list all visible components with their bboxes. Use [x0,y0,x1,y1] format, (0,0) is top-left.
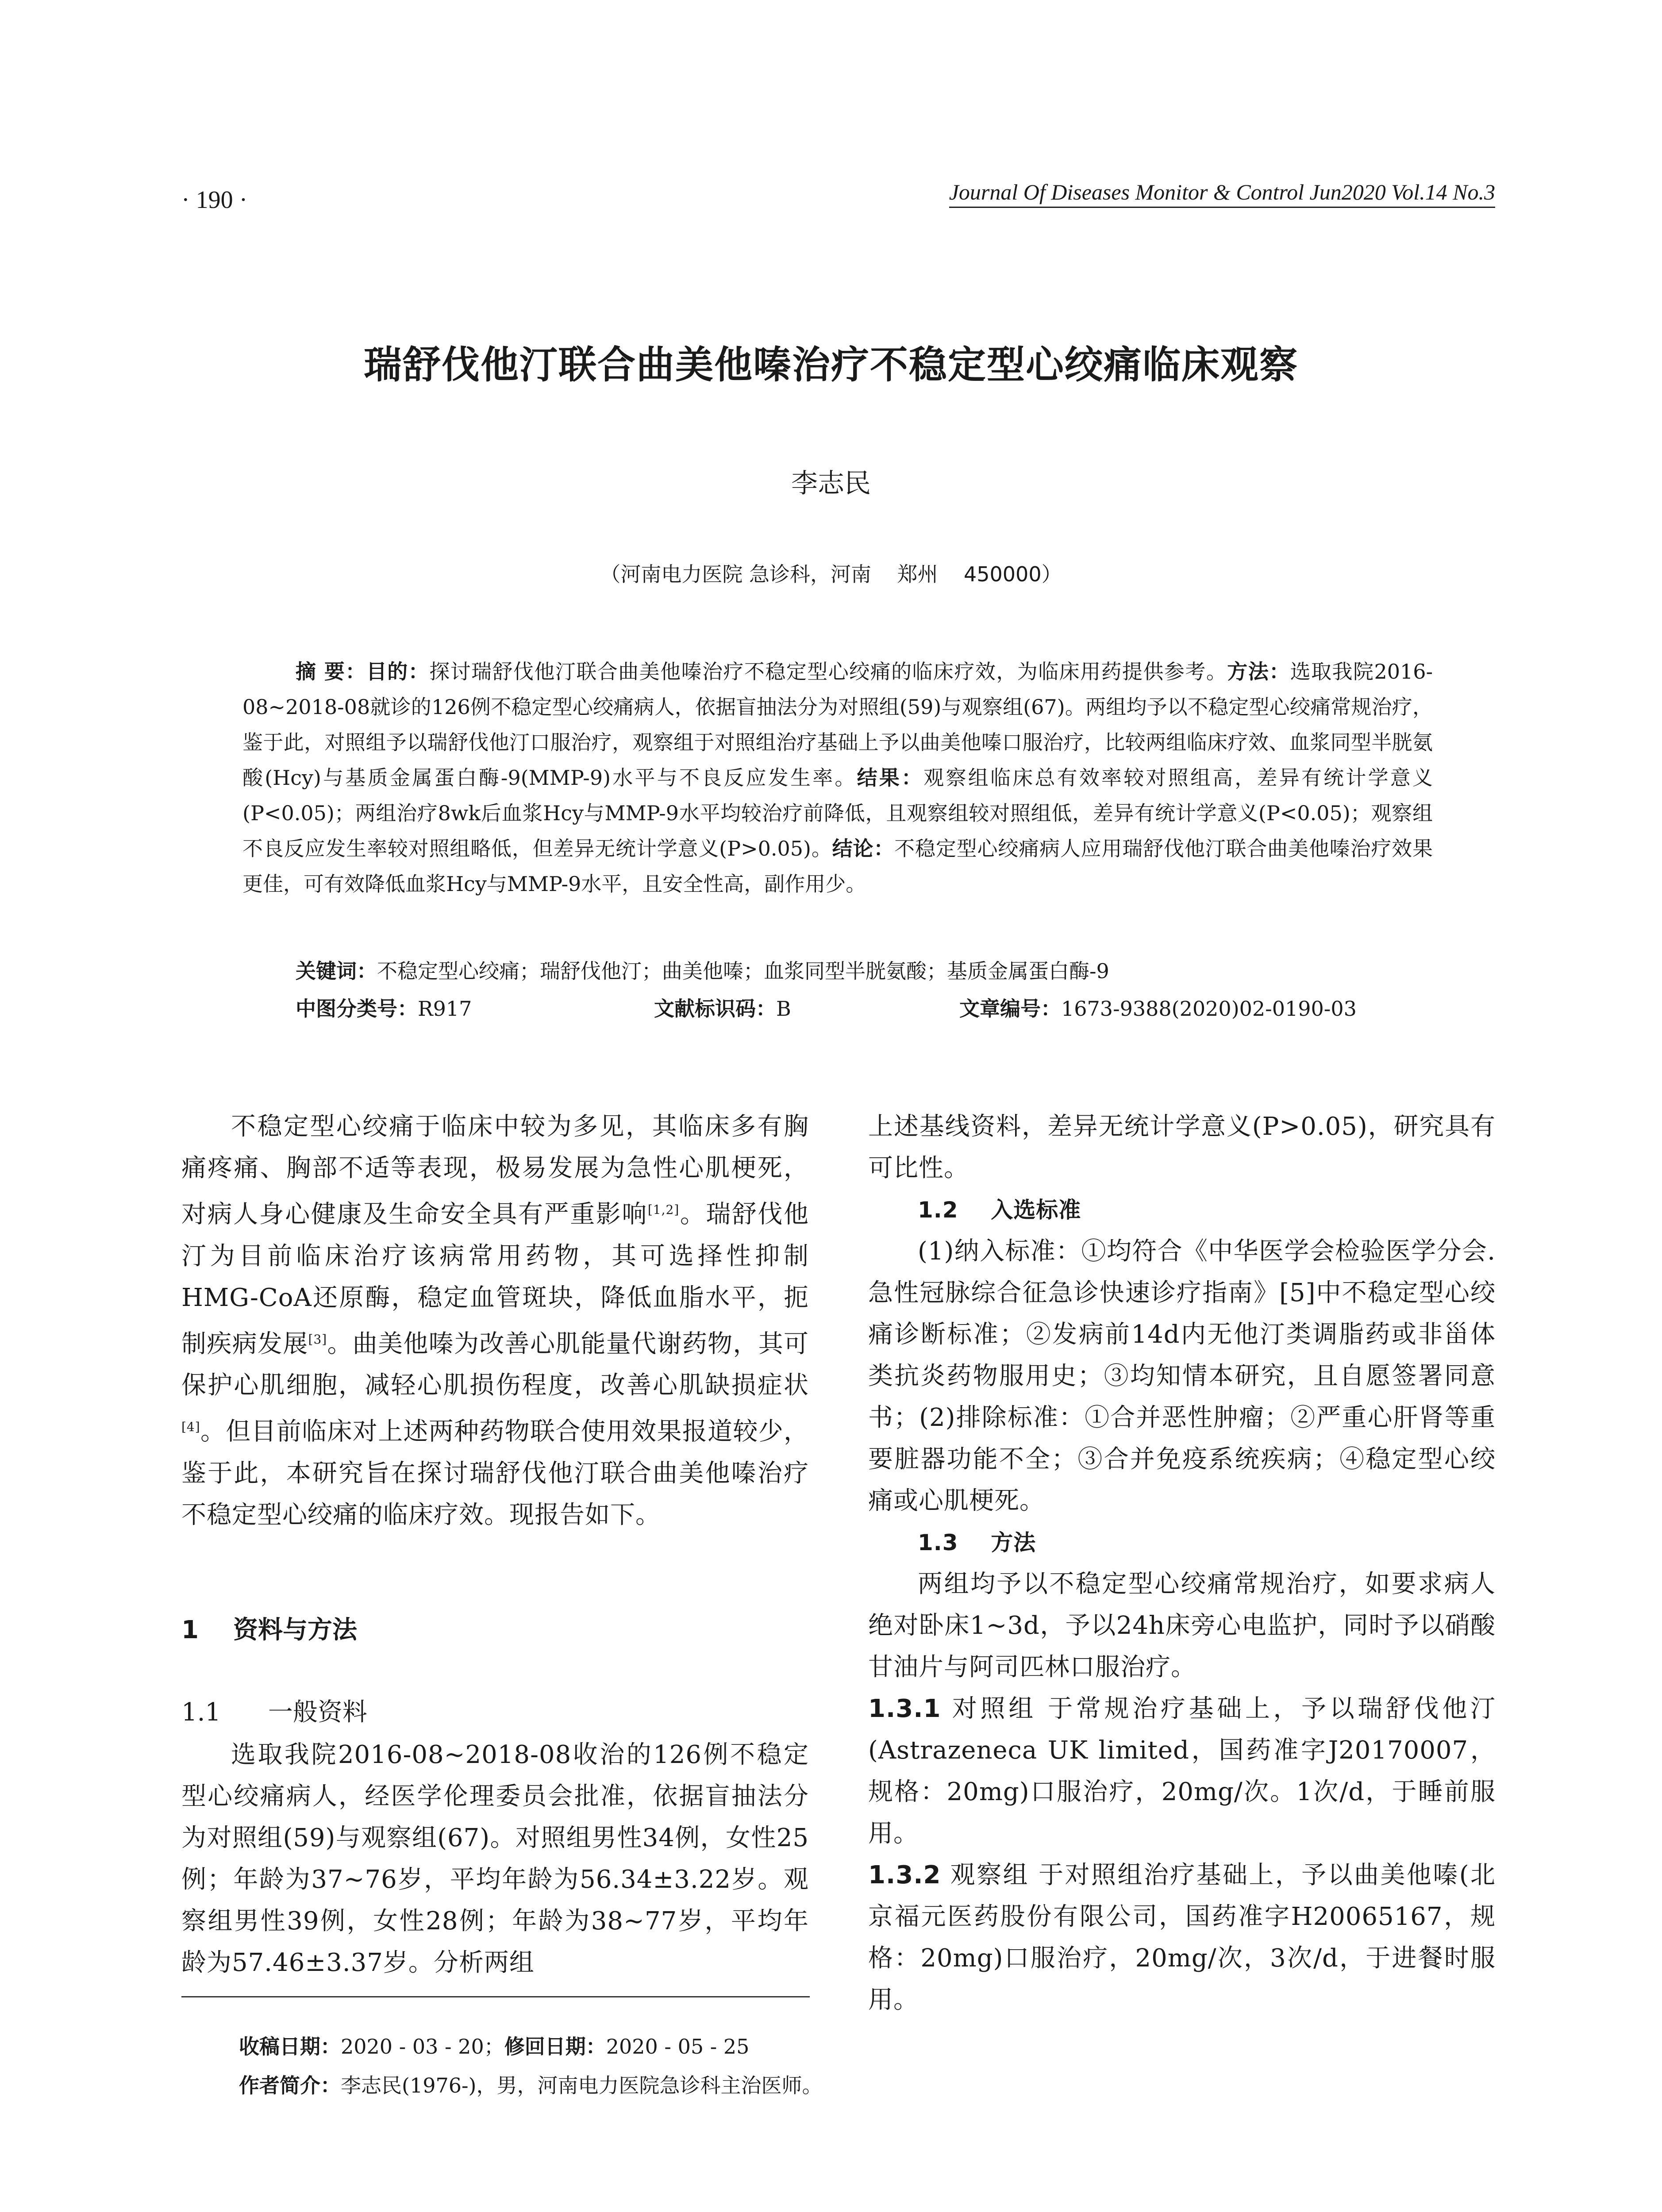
observation-group-paragraph [868,1855,1496,2021]
author-bio-footnote [239,2070,823,2099]
subsection-heading: 1.2 入选标准 [918,1197,1081,1223]
observation-group-text: 观察组 于对照组治疗基础上，予以曲美他嗪(北京福元医药股份有限公司，国药准字H20065167，规格：20mg)口服治疗，20mg/次，3次/d，于进餐时服用。 [868,1861,1496,2014]
general-info-paragraph [181,1734,809,1984]
clc-value: R917 [418,997,472,1021]
subsection-number: 1.3.1 [868,1694,941,1723]
article-number-value: 1673-9388(2020)02-0190-03 [1061,997,1357,1021]
abstract-purpose-label: 目的： [366,660,430,684]
doc-code-label: 文献标识码： [654,997,776,1021]
received-label: 收稿日期： [239,2035,341,2058]
article-title: 瑞舒伐他汀联合曲美他嗪治疗不稳定型心绞痛临床观察 [364,343,1298,387]
control-group-text: 对照组 于常规治疗基础上，予以瑞舒伐他汀(Astrazeneca UK limited，国药准字J20170007，规格：20mg)口服治疗，20mg/次。1次/d，于睡前服用。 [868,1694,1496,1848]
doc-code-value: B [776,997,791,1021]
intro-text-3: 。曲美他嗪为改善心肌能量代谢药物，其可保护心肌细胞，减轻心肌损伤程度，改善心肌缺损症状 [181,1329,809,1400]
keywords-label: 关键词： [296,959,377,983]
citation: [4] [181,1420,200,1435]
subsection-number: 1.3.2 [868,1861,941,1889]
abstract-method-label: 方法： [1227,660,1290,684]
document-code [654,991,791,1026]
keywords-text: 不稳定型心绞痛；瑞舒伐他汀；曲美他嗪；血浆同型半胱氨酸；基质金属蛋白酶-9 [377,959,1109,983]
citation: [1,2] [647,1202,680,1217]
abstract-purpose: 探讨瑞舒伐他汀联合曲美他嗪治疗不稳定型心绞痛的临床疗效，为临床用药提供参考。 [429,660,1227,684]
revised-date: 2020 - 05 - 25 [606,2035,750,2058]
subsection-heading: 1.1 一般资料 [181,1698,367,1727]
revised-label: 修回日期： [504,2035,606,2058]
right-column [868,1106,1496,2021]
footnote-divider [181,1996,810,1997]
abstract-conclusion-label: 结论： [832,837,895,860]
article-number [959,991,1357,1026]
keywords [296,953,1428,989]
control-group-paragraph [868,1688,1496,1855]
bio-label: 作者简介： [239,2074,341,2097]
intro-paragraph [181,1106,809,1536]
general-info-text: 选取我院2016-08~2018-08收治的126例不稳定型心绞痛病人，经医学伦理委员会批准，依据盲抽法分为对照组(59)与观察组(67)。对照组男性34例，女性25例；年龄为37~76岁，平均年龄为56.34±3.22岁。观察组男性39例，女性28例；年龄为38~77岁，平均年龄为57.46±3.37岁。分析两组 [181,1740,809,1977]
dates-footnote [239,2031,749,2060]
running-header: Journal Of Diseases Monitor & Control Jun2020 Vol.14 No.3 [949,179,1495,208]
abstract-conclusion: 不稳定型心绞痛病人应用瑞舒伐他汀联合曲美他嗪治疗效果更佳，可有效降低血浆Hcy与MMP-9水平，且安全性高，副作用少。 [242,837,1433,896]
abstract-result-label: 结果： [857,766,924,790]
page-number: · 190 · [181,186,248,214]
intro-text-1: 不稳定型心绞痛于临床中较为多见，其临床多有胸痛疼痛、胸部不适等表现，极易发展为急性心肌梗死，对病人身心健康及生命安全具有严重影响 [181,1112,809,1229]
bio-text: 李志民(1976-)，男，河南电力医院急诊科主治医师。 [341,2074,823,2097]
section-heading: 1 资料与方法 [181,1616,357,1644]
abstract-result: 观察组临床总有效率较对照组高，差异有统计学意义(P<0.05)；两组治疗8wk后血浆Hcy与MMP-9水平均较治疗前降低，且观察组较对照组低，差异有统计学意义(P<0.05)；观察组不良反应发生率较对照组略低，但差异无统计学意义(P>0.05)。 [242,766,1433,860]
received-date: 2020 - 03 - 20； [341,2035,504,2058]
method-paragraph: 两组均予以不稳定型心绞痛常规治疗，如要求病人绝对卧床1~3d，予以24h床旁心电监护，同时予以硝酸甘油片与阿司匹林口服治疗。 [868,1570,1496,1682]
author: 李志民 [791,468,871,499]
intro-text-2: 。瑞舒伐他汀为目前临床治疗该病常用药物，其可选择性抑制HMG-CoA还原酶，稳定血管斑块，降低血脂水平，扼制疾病发展 [181,1200,809,1359]
criteria-paragraph: (1)纳入标准：①均符合《中华医学会检验医学分会.急性冠脉综合征急诊快速诊疗指南》[5]中不稳定型心绞痛诊断标准；②发病前14d内无他汀类调脂药或非甾体类抗炎药物服用史；③均知情本研究，且自愿签署同意书；(2)排除标准：①合并恶性肿瘤；②严重心肝肾等重要脏器功能不全；③合并免疫系统疾病；④稳定型心绞痛或心肌梗死。 [868,1237,1496,1515]
abstract-label: 摘 要： [296,660,366,684]
abstract [242,654,1433,902]
intro-text-4: 。但目前临床对上述两种药物联合使用效果报道较少，鉴于此，本研究旨在探讨瑞舒伐他汀联合曲美他嗪治疗不稳定型心绞痛的临床疗效。现报告如下。 [181,1417,809,1529]
clc-label: 中图分类号： [296,997,418,1021]
article-number-label: 文章编号： [959,997,1061,1021]
clc-number [296,991,472,1026]
affiliation: （河南电力医院 急诊科，河南 郑州 450000） [600,562,1062,586]
citation: [3] [308,1332,327,1347]
subsection-heading: 1.3 方法 [918,1530,1036,1555]
general-info-continued: 上述基线资料，差异无统计学意义(P>0.05)，研究具有可比性。 [868,1112,1496,1183]
abstract-method: 选取我院2016-08~2018-08就诊的126例不稳定型心绞痛病人，依据盲抽法分为对照组(59)与观察组(67)。两组均予以不稳定型心绞痛常规治疗，鉴于此，对照组予以瑞舒伐他汀口服治疗，观察组于对照组治疗基础上予以曲美他嗪口服治疗，比较两组临床疗效、血浆同型半胱氨酸(Hcy)与基质金属蛋白酶-9(MMP-9)水平与不良反应发生率。 [242,660,1433,790]
